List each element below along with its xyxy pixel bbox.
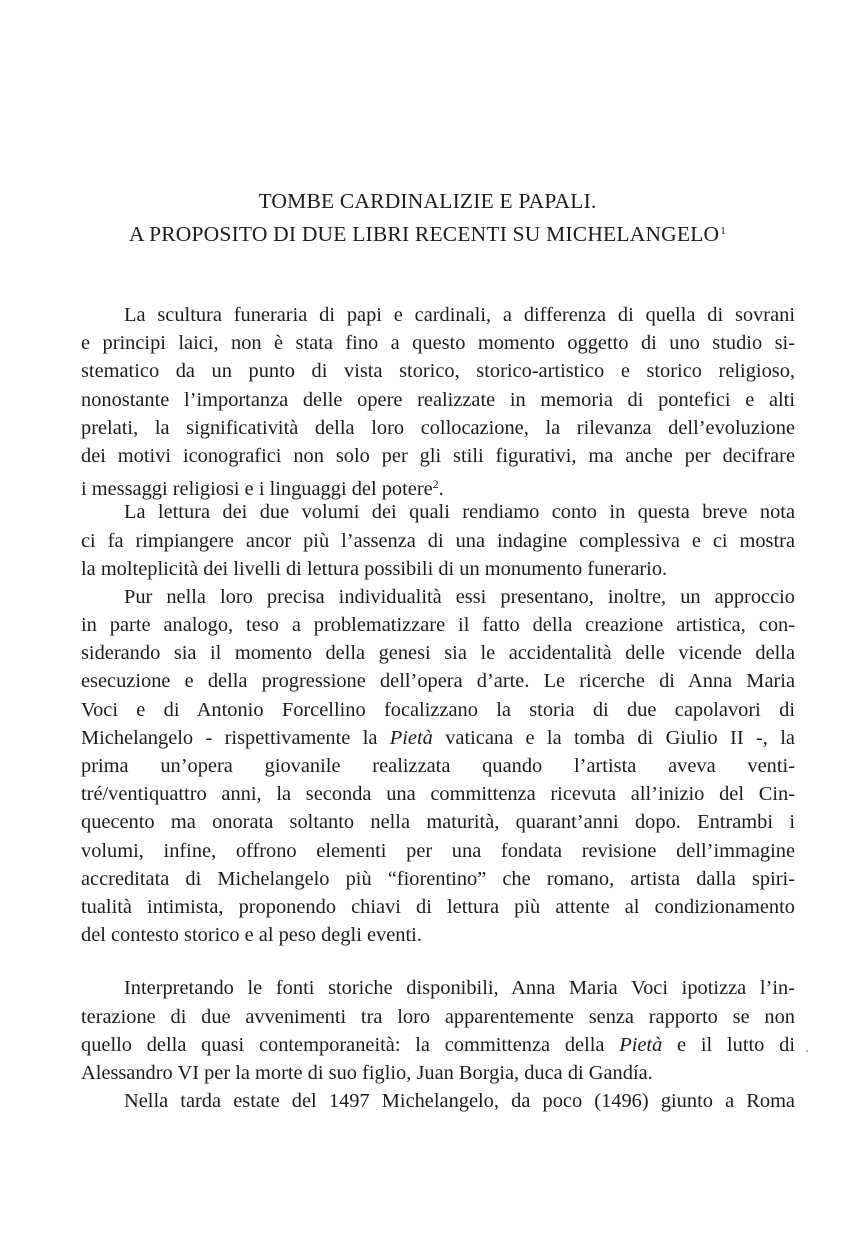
paragraph-3-line-1: Pur nella loro precisa individualità essi presentano, inoltre, un approccio [124,585,795,608]
paragraph-3-line-12: tualità intimista, proponendo chiavi di lettura più attente al condizionamento [81,895,795,918]
paragraph-1-line-6: dei motivi iconografici non solo per gli stili figurativi, ma anche per decifrare [81,444,795,467]
paragraph-3-line-6 [81,724,795,752]
paragraph-2-line-2: ci fa rimpiangere ancor più l’assenza di una indagine complessiva e ci mostra [81,529,795,552]
margin-speck [806,1050,808,1052]
paragraph-2-line-1: La lettura dei due volumi dei quali rendiamo conto in questa breve nota [124,501,795,524]
paragraph-4-line-4: Alessandro VI per la morte di suo figlio, Juan Borgia, duca di Gandía. [81,1061,653,1084]
paragraph-1-line-7-end: . [438,478,444,501]
title-line-2-text: A PROPOSITO DI DUE LIBRI RECENTI SU MICHELANGELO [128,222,720,246]
paragraph-3-line-3: siderando sia il momento della genesi sia le accidentalità delle vicende della [81,642,795,665]
paragraph-3-line-13: del contesto storico e al peso degli eventi. [81,924,422,947]
paragraph-1-line-2: e principi laici, non è stata fino a questo momento oggetto di uno studio si- [81,332,795,355]
paragraph-3-line-9: quecento ma onorata soltanto nella maturità, quarant’anni dopo. Entrambi i [81,811,795,834]
paragraph-1-line-7-text: i messaggi religiosi e i linguaggi del potere [81,478,433,501]
paragraph-3-line-2: in parte analogo, teso a problematizzare il fatto della creazione artistica, con- [81,614,795,637]
paragraph-4-line-3-a: quello della quasi contemporaneità: la committenza della [81,1033,620,1056]
paragraph-4-line-3 [81,1031,795,1059]
paragraph-3-line-7: prima un’opera giovanile realizzata quando l’artista aveva venti- [81,755,795,777]
paragraph-2-line-3: la molteplicità dei livelli di lettura possibili di un monumento funerario. [81,557,668,580]
title-line-2 [60,216,795,249]
paragraph-3-line-10: volumi, infine, offrono elementi per una fondata revisione dell’immagine [81,839,795,862]
article-title [60,186,795,249]
paragraph-3-line-8: tré/ventiquattro anni, la seconda una committenza ricevuta all’inizio del Cin- [81,783,795,806]
paragraph-1-line-5: prelati, la significatività della loro collocazione, la rilevanza dell’evoluzione [81,416,795,439]
paragraph-3-line-6-a: Michelangelo - rispettivamente la [81,726,390,749]
paragraph-3-line-5: Voci e di Antonio Forcellino focalizzano la storia di due capolavori di [81,698,795,721]
pieta-italic: Pietà [619,1033,663,1056]
paragraph-4-line-1: Interpretando le fonti storiche disponibili, Anna Maria Voci ipotizza l’in- [124,977,795,1000]
article-body [81,301,795,1115]
paragraph-4-line-2: terazione di due avvenimenti tra loro apparentemente senza rapporto se non [81,1005,795,1028]
paragraph-3-line-4: esecuzione e della progressione dell’opera d’arte. Le ricerche di Anna Maria [81,670,795,693]
paragraph-1-line-4: nonostante l’importanza delle opere realizzate in memoria di pontefici e alti [81,388,795,411]
paragraph-1-line-1: La scultura funeraria di papi e cardinali, a differenza di quella di sovrani [124,304,795,326]
title-line-1: TOMBE CARDINALIZIE E PAPALI. [258,189,597,213]
paragraph-5-line-1: Nella tarda estate del 1497 Michelangelo, da poco (1496) giunto a Roma [124,1090,795,1113]
pieta-italic: Pietà [389,726,433,749]
paragraph-3-line-6-b: vaticana e la tomba di Giulio II -, la [432,726,795,749]
footnote-marker-1: 1 [720,225,726,237]
footnote-marker-2: 2 [432,477,439,492]
section-gap [81,949,795,974]
paragraph-1-line-7 [81,470,795,501]
paragraph-1-line-3: stematico da un punto di vista storico, storico-artistico e storico religioso, [81,360,795,383]
paragraph-4-line-3-b: e il lutto di [662,1033,795,1056]
paragraph-3-line-11: accreditata di Michelangelo più “fiorentino” che romano, artista dalla spiri- [81,867,795,890]
